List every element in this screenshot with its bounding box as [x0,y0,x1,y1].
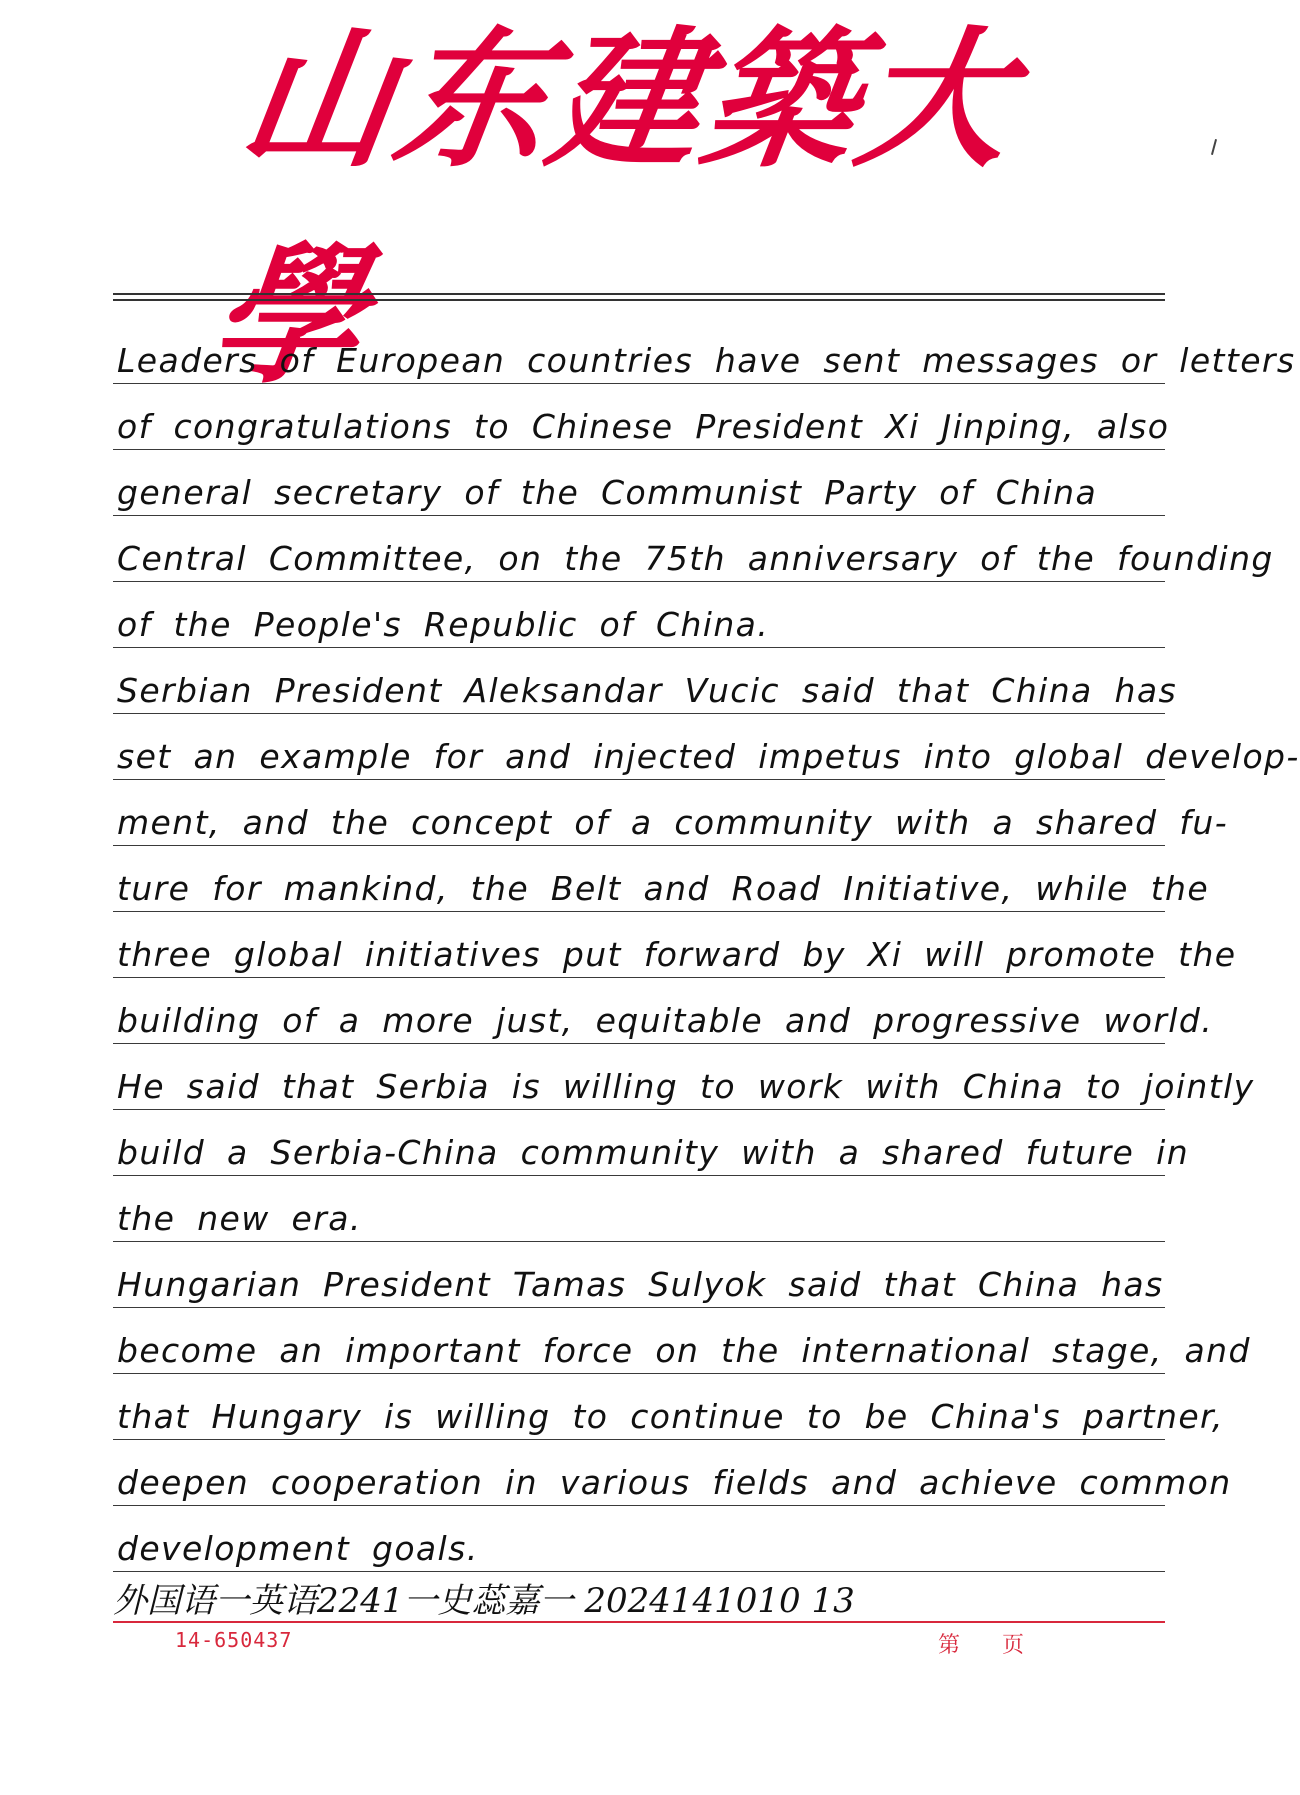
ruled-line [113,788,1229,854]
handwritten-line: Serbian President Aleksandar Vucic said that China has [117,671,1178,710]
handwritten-line: Leaders of European countries have sent messages or letters [117,341,1296,380]
handwritten-line: Central Committee, on the 75th anniversary of the founding [117,539,1274,578]
handwritten-line: building of a more just, equitable and progressive world. [117,1001,1214,1040]
ruled-line [113,1514,1165,1580]
ruled-line [113,722,1300,788]
ruled-line [113,1184,1165,1250]
ruled-line [113,590,1165,656]
ruled-line [113,986,1214,1052]
pen-stroke-mark [1211,139,1217,155]
handwritten-line: development goals. [117,1529,479,1568]
handwritten-text-block [113,326,1300,1580]
paper-code: 14-650437 [175,1628,293,1652]
handwritten-line: set an example for and injected impetus into global develop- [117,737,1300,776]
page-number-label: 第 页 [938,1633,1024,1658]
header-rule-top [113,293,1165,295]
handwritten-line: that Hungary is willing to continue to be China's partner, [117,1397,1224,1436]
ruled-line [113,524,1274,590]
handwritten-line: the new era. [117,1199,362,1238]
ruled-line [113,656,1178,722]
signature-text: 外国语一英语2241一史蕊嘉一 2024141010 13 [113,1581,855,1621]
ruled-line [113,1052,1255,1118]
ruled-line [113,326,1296,392]
ruled-line [113,1448,1232,1514]
student-signature [113,1573,1165,1623]
handwritten-line: general secretary of the Communist Party of China [117,473,1098,512]
footer-red-rule [113,1621,1165,1623]
ruled-line [113,392,1170,458]
handwritten-line: Hungarian President Tamas Sulyok said that China has [117,1265,1164,1304]
handwritten-line: become an important force on the international stage, and [117,1331,1251,1370]
ruled-line [113,1382,1224,1448]
handwritten-line: of the People's Republic of China. [117,605,770,644]
handwritten-line: of congratulations to Chinese President Xi Jinping, also [117,407,1170,446]
handwritten-line: ture for mankind, the Belt and Road Initiative, while the [117,869,1210,908]
masthead-text: 山东建築大學 [200,12,1026,404]
ruled-line [113,920,1237,986]
ruled-line [113,458,1165,524]
handwritten-line: He said that Serbia is willing to work with China to jointly [117,1067,1255,1106]
ruled-line [113,1250,1165,1316]
ruled-line [113,854,1210,920]
ruled-line [113,1316,1251,1382]
ruled-line [113,1118,1190,1184]
handwritten-line: deepen cooperation in various fields and achieve common [117,1463,1232,1502]
handwritten-line: ment, and the concept of a community with a shared fu- [117,803,1229,842]
header-rule-bottom [113,299,1165,301]
handwritten-line: build a Serbia-China community with a shared future in [117,1133,1190,1172]
handwritten-line: three global initiatives put forward by Xi will promote the [117,935,1237,974]
